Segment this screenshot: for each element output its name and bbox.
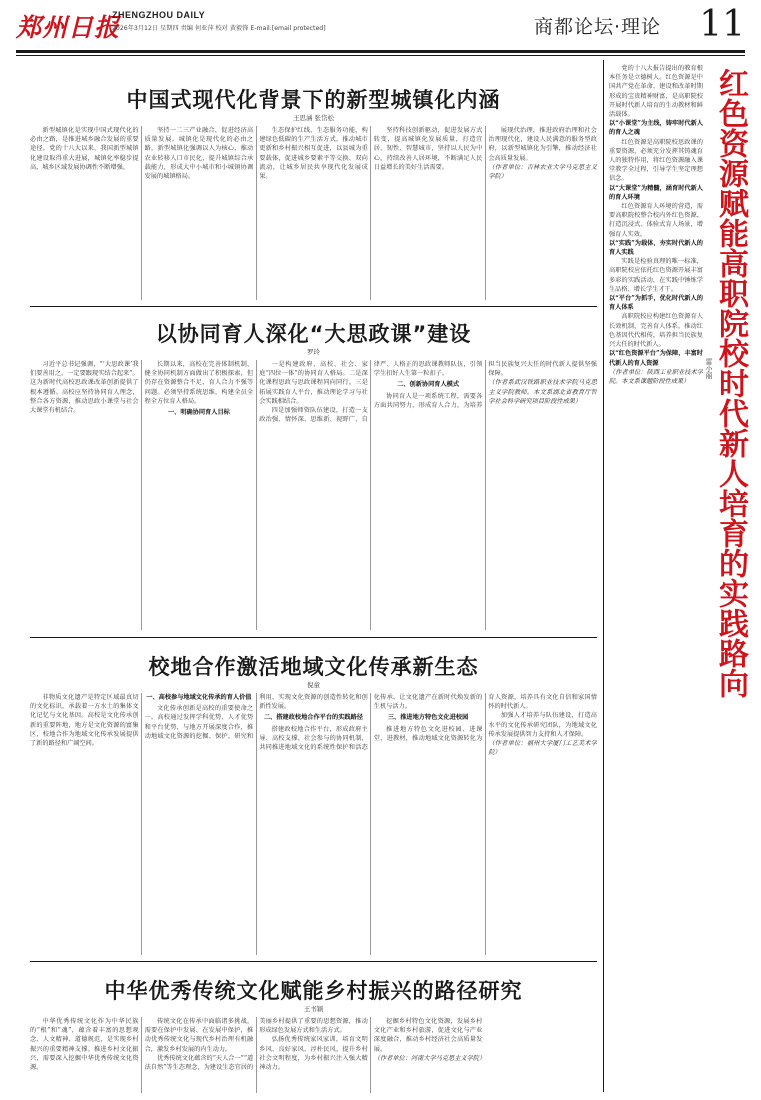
article-3-subhead: 一、高校参与地域文化传承的育人价值 [146, 694, 252, 701]
article-2-subhead: 一、明确协同育人目标 [167, 409, 230, 417]
article-2-body [30, 360, 597, 630]
article-3-paragraph: 文化传承创新是高校的重要使命之一。高校通过发挥学科优势、人才优势和平台优势，与地方开展深度合作，推动地域文化资源的挖掘、保护、研究和利用，实现文化资源的创造性转化和创新性发展。 [144, 694, 368, 740]
masthead [16, 6, 745, 50]
masthead-rule-thick [16, 50, 745, 53]
sidebar-divider [603, 60, 604, 1092]
sidebar-author: 雷小丽 [705, 358, 713, 379]
masthead-rule-thin [16, 55, 745, 56]
sidebar-subhead: 以“平台”为抓手，优化时代新人的育人体系 [609, 295, 703, 312]
article-3-title: 校地合作激活地域文化传承新生态 [148, 655, 479, 679]
article-4-body [30, 1017, 597, 1093]
article-1-author: 王思涵 张岱松 [292, 114, 335, 122]
section-title: 商都论坛·理论 [534, 16, 662, 38]
sidebar-subhead: 以“大课堂”为精髓，涵育时代新人的育人环境 [609, 184, 703, 201]
article-2-paragraph: 习近平总书记强调，“‘大思政课’我们要善用之，一定要跟现实结合起来”。这为新时代高校思政课改革创新提供了根本遵循。高校应坚持协同育人理念，整合各方资源，推动思政小课堂与社会大课堂有机结合。 [30, 361, 139, 415]
article-1-paragraph: 生态保护红线、生态服务功能，构建绿色低碳的生产生活方式，推动城市更新和乡村振兴相互促进，以县城为重要载体，促进城乡要素平等交换、双向流动，让城乡居民共享现代化发展成果。 [259, 127, 368, 181]
page-number: 11 [699, 4, 745, 45]
article-3-paragraph: 推进地方特色文化进校园、进课堂、进教材，推动地域文化资源转化为育人资源，培养具有文化自信和家国情怀的时代新人。 [373, 694, 597, 742]
article-divider [30, 637, 597, 638]
sidebar-note: （作者单位：陕西工业职业技术学院。本文系课题阶段性成果） [609, 368, 703, 385]
sidebar-subhead: 以“小课堂”为主线，铸牢时代新人的育人之魂 [609, 120, 703, 137]
article-4-paragraph: 中华优秀传统文化作为中华民族的“根”和“魂”，蕴含着丰富的思想观念、人文精神、道德规范，是实现乡村振兴的重要精神支撑。推进乡村文化振兴，需要深入挖掘中华优秀传统文化资源。 [30, 1018, 139, 1072]
article-2-paragraph: 四是加强师资队伍建设，打造一支政治强、情怀深、思维新、视野广、自律严、人格正的思政课教师队伍，引领学生扣好人生第一粒扣子。 [259, 361, 483, 424]
article-divider [30, 306, 597, 307]
article-divider [30, 961, 597, 962]
article-2-subhead: 二、创新协同育人模式 [397, 381, 460, 389]
article-4-paragraph: 挖掘乡村特色文化资源，发展乡村文化产业和乡村旅游，促进文化与产业深度融合，推动乡村经济社会高质量发展。 [373, 1018, 483, 1053]
sidebar-paragraph: 红色资源是高职院校思政课的重要资源，必须充分发挥其铸魂育人的独特作用，将红色资源融入课堂教学全过程，引导学生坚定理想信念。 [609, 138, 703, 183]
article-2-paragraph: 一是构建政府、高校、社会、家庭“四位一体”的协同育人格局。二是深化课程思政与思政课程同向同行。三是拓展实践育人平台，推动理论学习与社会实践相结合。 [259, 361, 368, 405]
sidebar-title: 红色资源赋能高职院校时代新人培育的实践路向 [713, 68, 748, 698]
article-2-title: 以协同育人深化“大思政课”建设 [155, 322, 472, 346]
sidebar-paragraph: 实践是检验真理的唯一标准，高职院校应依托红色资源开展丰富多彩的实践活动，在实践中锤炼学生品格、增长学生才干。 [609, 258, 703, 293]
article-3-paragraph: 非物质文化遗产是特定区域最真切的文化标识，承载着一方水土的集体文化记忆与文化基因。高校是文化传承创新的重要阵地，地方是文化资源的富集区，校地合作为地域文化传承发展提供了新的路径和广阔空间。 [30, 694, 139, 748]
article-3-author: 倪童 [307, 681, 320, 689]
newspaper-english-name: ZHENGZHOU DAILY [112, 10, 206, 20]
article-2-author: 罗玲 [307, 348, 320, 356]
article-4-paragraph: 传统文化在传承中面临诸多挑战，需要在保护中发展、在发展中保护，推动优秀传统文化与现代乡村治理有机融合，激发乡村发展的内生动力。 [144, 1018, 254, 1053]
sidebar-paragraph: 红色资源育人环境的营造，需要高职院校整合校内外红色资源，打造沉浸式、体验式育人场景，增强育人实效。 [609, 203, 703, 238]
sidebar-subhead: 以“红色资源平台”为保障，丰富时代新人的育人资源 [609, 350, 703, 367]
article-2-paragraph: 长期以来，高校在完善体制机制、健全协同机制方面做出了积极探索，但仍存在资源整合不足、育人合力不强等问题。必须坚持系统思维，构建全员全程全方位育人格局。 [144, 361, 254, 405]
article-1-paragraph: 新型城镇化是实现中国式现代化的必由之路，是推进城乡融合发展的重要途径。党的十八大以来，我国新型城镇化建设取得重大进展，城镇化率稳步提高，城乡区域发展协调性不断增强。 [30, 127, 139, 171]
article-1-paragraph: 坚持一二三产业融合，促进经济高质量发展。城镇化是现代化的必由之路，新型城镇化强调以人为核心，推动农业转移人口市民化，提升城镇综合承载能力，形成大中小城市和小城镇协调发展的城镇格局。 [144, 127, 254, 181]
article-3-subhead: 二、搭建政校地合作平台的实践路径 [263, 714, 363, 722]
article-1-title: 中国式现代化背景下的新型城镇化内涵 [126, 88, 501, 112]
article-2-paragraph: 协同育人是一项系统工程，需要各方面共同努力，形成育人合力，为培养担当民族复兴大任的时代新人提供坚强保障。 [373, 361, 597, 409]
article-3-paragraph: 搭建政校地合作平台，形成政府主导、高校支撑、社会参与的协同机制，共同推进地域文化的系统性保护和活态化传承，让文化遗产在新时代焕发新的生机与活力。 [259, 694, 483, 752]
issue-meta: 2026年3月12日 星期四 责编 何亚萍 校对 黄毅锋 E-mail:[email protected] [112, 25, 326, 32]
article-4-author: 王书颖 [303, 1005, 324, 1013]
article-4-title: 中华优秀传统文化赋能乡村振兴的路径研究 [104, 979, 523, 1003]
sidebar-subhead: 以“实践”为载体，夯实时代新人的育人实践 [609, 239, 703, 257]
article-3-note: （作者单位：福州大学厦门工艺美术学院） [488, 740, 597, 757]
article-2-note: （作者系武汉铁路职业技术学院马克思主义学院教师。本文系湖北省教育厅哲学社会科学研究项目阶段性成果） [488, 379, 597, 405]
article-3-paragraph: 加强人才培养与队伍建设，打造高水平的文化传承研究团队，为地域文化传承发展提供智力支持和人才保障。 [488, 712, 597, 738]
article-4-paragraph: 弘扬优秀传统家风家训，培育文明乡风、良好家风、淳朴民风，提升乡村社会文明程度，为乡村振兴注入强大精神动力。 [259, 1036, 368, 1072]
newspaper-logo: 郑州日报 [16, 13, 121, 42]
article-3-body [30, 693, 597, 955]
article-1-body [30, 126, 597, 300]
sidebar-paragraph: 党的十八大报告提出的教育根本任务是立德树人。红色资源是中国共产党在革命、建设和改革时期形成的宝贵精神财富，是高职院校开展时代新人培育的生动教材和鲜活载体。 [609, 65, 703, 119]
sidebar-body [609, 64, 703, 1092]
article-4-paragraph: 优秀传统文化蕴含的“天人合一”“道法自然”等生态理念，为建设生态宜居的美丽乡村提供了重要的思想资源，推动形成绿色发展方式和生活方式。 [144, 1018, 368, 1072]
article-1-paragraph: 展现代治理，推进政府治理和社会治理现代化，建设人民满意的服务型政府，以新型城镇化为引擎，推动经济社会高质量发展。 [488, 127, 597, 162]
article-1-paragraph: 坚持科技创新驱动，促进发展方式转变，提高城镇化发展质量，打造宜居、韧性、智慧城市，坚持以人民为中心，持续改善人居环境，不断满足人民日益增长的美好生活需要。 [373, 127, 483, 171]
article-1-note: （作者单位：吉林农业大学马克思主义学院） [488, 163, 597, 181]
article-4-note: （作者单位：河南大学马克思主义学院） [373, 1054, 486, 1062]
article-3-subhead: 三、推进地方特色文化进校园 [387, 714, 469, 722]
sidebar-paragraph: 高职院校应构建红色资源育人长效机制，完善育人体系，推动红色基因代代相传，培养担当民族复兴大任的时代新人。 [609, 313, 703, 349]
